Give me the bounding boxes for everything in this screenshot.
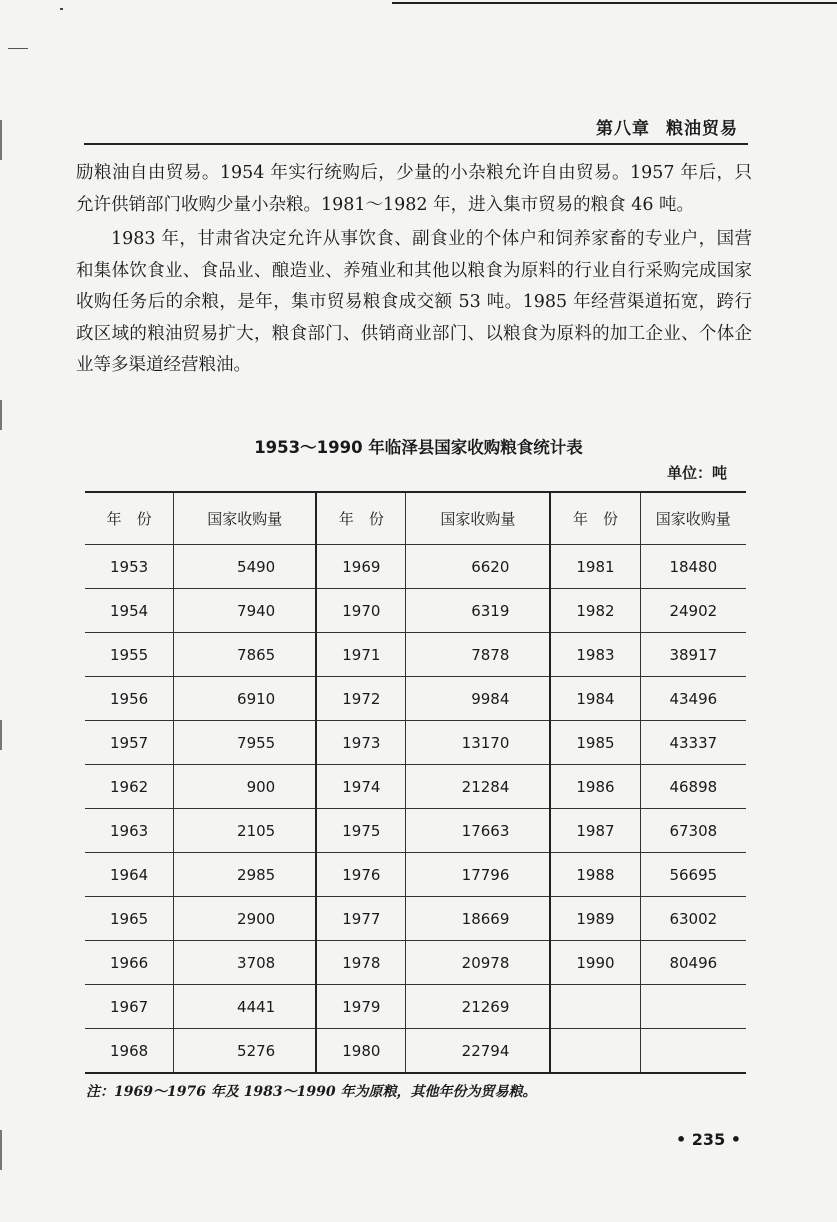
cell-year [550, 985, 640, 1029]
cell-amount: 9984 [406, 677, 550, 721]
table-note: 注：1969～1976 年及 1983～1990 年为原粮，其他年份为贸易粮。 [86, 1084, 537, 1100]
cell-year: 1987 [550, 809, 640, 853]
scan-mark [8, 48, 28, 49]
margin-mark [0, 720, 2, 750]
cell-amount: 2985 [174, 853, 316, 897]
cell-year: 1976 [316, 853, 406, 897]
top-border-rule [392, 2, 837, 4]
cell-year: 1971 [316, 633, 406, 677]
cell-amount [640, 985, 746, 1029]
cell-amount: 6620 [406, 545, 550, 589]
cell-amount [640, 1029, 746, 1074]
column-header-amount: 国家收购量 [174, 492, 316, 545]
cell-year: 1963 [85, 809, 174, 853]
table-row [85, 589, 746, 633]
running-head [596, 114, 738, 139]
cell-year: 1978 [316, 941, 406, 985]
cell-amount: 18669 [406, 897, 550, 941]
cell-year: 1954 [85, 589, 174, 633]
cell-year: 1966 [85, 941, 174, 985]
cell-amount: 7955 [174, 721, 316, 765]
cell-year: 1988 [550, 853, 640, 897]
table-row [85, 985, 746, 1029]
cell-amount: 7865 [174, 633, 316, 677]
cell-amount: 6910 [174, 677, 316, 721]
cell-year: 1962 [85, 765, 174, 809]
table-row [85, 765, 746, 809]
cell-year: 1989 [550, 897, 640, 941]
table-row [85, 1029, 746, 1074]
cell-amount: 3708 [174, 941, 316, 985]
cell-year: 1955 [85, 633, 174, 677]
cell-year: 1965 [85, 897, 174, 941]
column-header-amount: 国家收购量 [406, 492, 550, 545]
chapter-label: 第八章 [596, 119, 650, 139]
cell-year: 1969 [316, 545, 406, 589]
cell-year: 1953 [85, 545, 174, 589]
cell-year: 1982 [550, 589, 640, 633]
cell-year: 1973 [316, 721, 406, 765]
table-row [85, 853, 746, 897]
scan-mark [60, 8, 63, 10]
cell-amount: 38917 [640, 633, 746, 677]
cell-amount: 4441 [174, 985, 316, 1029]
table-row [85, 545, 746, 589]
cell-amount: 7878 [406, 633, 550, 677]
cell-year [550, 1029, 640, 1074]
cell-year: 1979 [316, 985, 406, 1029]
table-row [85, 809, 746, 853]
cell-amount: 2105 [174, 809, 316, 853]
cell-year: 1967 [85, 985, 174, 1029]
cell-amount: 43337 [640, 721, 746, 765]
table-row [85, 941, 746, 985]
paragraph: 1983 年，甘肃省决定允许从事饮食、副食业的个体户和饲养家畜的专业户，国营和集体饮食业、食品业、酿造业、养殖业和其他以粮食为原料的行业自行采购完成国家收购任务后的余粮，是年，集市贸易粮食成交额 53 吨。1985 年经营渠道拓宽，跨行政区域的粮油贸易扩大，粮食部门、供销商业部门、以粮食为原料的加工企业、个体企业等多渠道经营粮油。 [76, 229, 752, 375]
column-header-year: 年 份 [550, 492, 640, 545]
paragraph: 励粮油自由贸易。1954 年实行统购后，少量的小杂粮允许自由贸易。1957 年后，只允许供销部门收购少量小杂粮。1981～1982 年，进入集市贸易的粮食 46 吨。 [76, 163, 752, 215]
page-number: • 235 • [676, 1130, 741, 1149]
table-title: 1953～1990 年临泽县国家收购粮食统计表 [254, 438, 583, 457]
cell-year: 1957 [85, 721, 174, 765]
cell-amount: 13170 [406, 721, 550, 765]
cell-amount: 2900 [174, 897, 316, 941]
cell-amount: 5276 [174, 1029, 316, 1074]
cell-amount: 6319 [406, 589, 550, 633]
cell-year: 1984 [550, 677, 640, 721]
column-header-year: 年 份 [85, 492, 174, 545]
cell-year: 1986 [550, 765, 640, 809]
cell-amount: 17663 [406, 809, 550, 853]
cell-year: 1981 [550, 545, 640, 589]
table-header-row [85, 492, 746, 545]
column-header-amount: 国家收购量 [640, 492, 746, 545]
table-unit: 单位：吨 [667, 464, 728, 482]
cell-amount: 24902 [640, 589, 746, 633]
table-row [85, 721, 746, 765]
grain-purchase-table [85, 491, 746, 1074]
cell-amount: 7940 [174, 589, 316, 633]
cell-amount: 21284 [406, 765, 550, 809]
cell-amount: 56695 [640, 853, 746, 897]
cell-amount: 21269 [406, 985, 550, 1029]
chapter-title: 粮油贸易 [666, 119, 738, 139]
cell-amount: 67308 [640, 809, 746, 853]
cell-year: 1990 [550, 941, 640, 985]
cell-year: 1956 [85, 677, 174, 721]
cell-amount: 63002 [640, 897, 746, 941]
margin-mark [0, 400, 2, 430]
table-row [85, 633, 746, 677]
cell-year: 1977 [316, 897, 406, 941]
cell-amount: 43496 [640, 677, 746, 721]
body-text [76, 158, 752, 382]
cell-year: 1970 [316, 589, 406, 633]
cell-year: 1968 [85, 1029, 174, 1074]
cell-year: 1972 [316, 677, 406, 721]
cell-year: 1975 [316, 809, 406, 853]
margin-mark [0, 120, 2, 160]
cell-amount: 46898 [640, 765, 746, 809]
cell-year: 1974 [316, 765, 406, 809]
cell-year: 1983 [550, 633, 640, 677]
header-rule [84, 143, 748, 145]
cell-amount: 20978 [406, 941, 550, 985]
table-row [85, 897, 746, 941]
margin-mark [0, 1130, 2, 1170]
cell-year: 1980 [316, 1029, 406, 1074]
column-header-year: 年 份 [316, 492, 406, 545]
cell-amount: 80496 [640, 941, 746, 985]
table-row [85, 677, 746, 721]
cell-year: 1964 [85, 853, 174, 897]
cell-year: 1985 [550, 721, 640, 765]
cell-amount: 22794 [406, 1029, 550, 1074]
cell-amount: 5490 [174, 545, 316, 589]
cell-amount: 900 [174, 765, 316, 809]
cell-amount: 17796 [406, 853, 550, 897]
cell-amount: 18480 [640, 545, 746, 589]
